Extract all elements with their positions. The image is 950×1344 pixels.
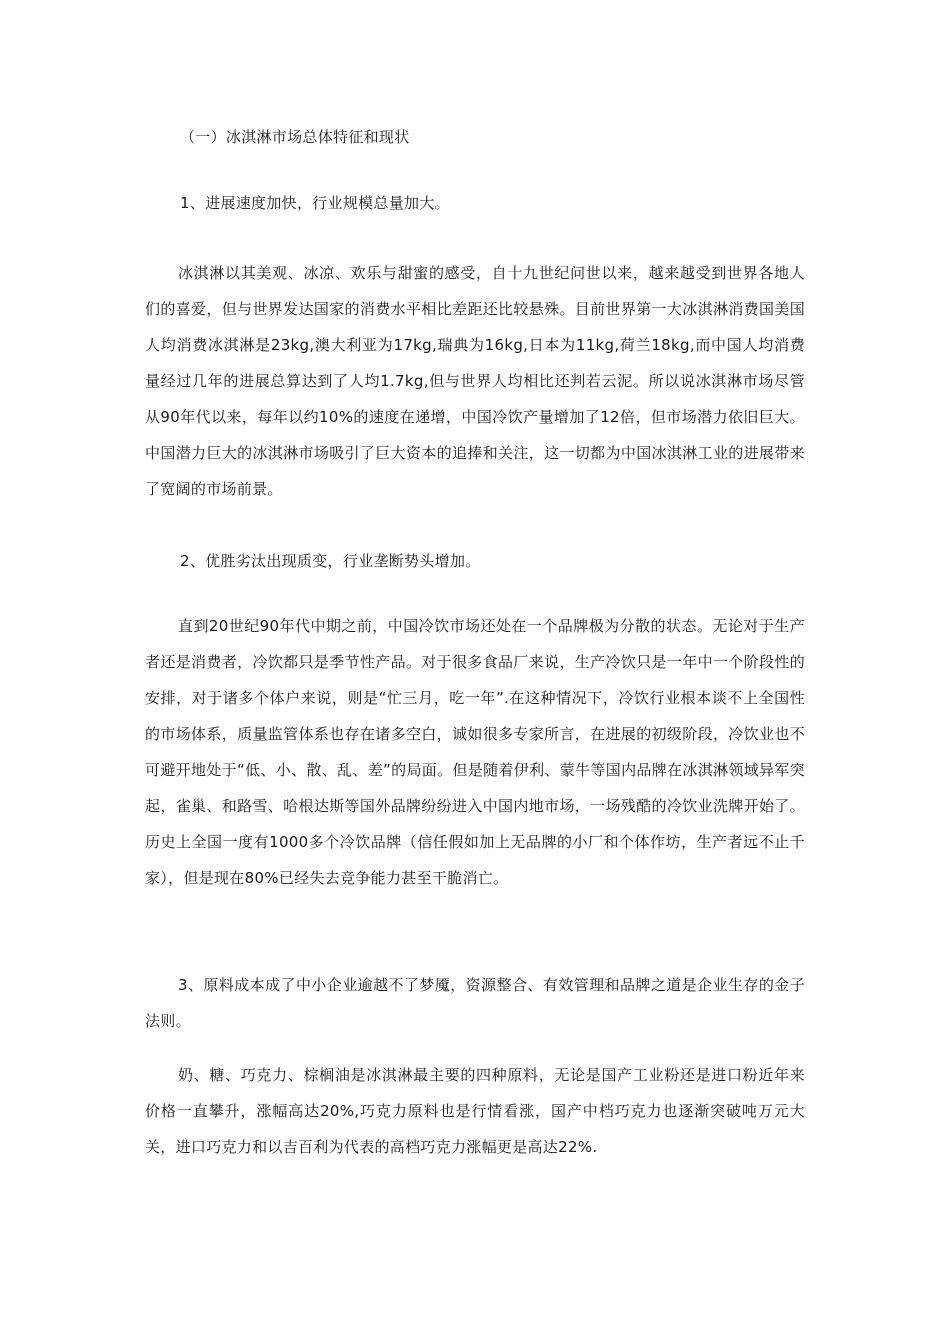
subsection-3-heading: 3、原料成本成了中小企业逾越不了梦魇，资源整合、有效管理和品牌之道是企业生存的金子法则。	[145, 976, 805, 1030]
subsection-3-paragraph: 奶、糖、巧克力、棕榈油是冰淇淋最主要的四种原料，无论是国产工业粉还是进口粉近年来价格一直攀升，涨幅高达20%,巧克力原料也是行情看涨，国产中档巧克力也逐渐突破吨万元大关，进口巧克力和以吉百利为代表的高档巧克力涨幅更是高达22%.	[145, 1066, 805, 1156]
subsection-2-paragraph: 直到20世纪90年代中期之前，中国冷饮市场还处在一个品牌极为分散的状态。无论对于生产者还是消费者，冷饮都只是季节性产品。对于很多食品厂来说，生产冷饮只是一年中一个阶段性的安排，对于诸多个体户来说，则是“忙三月，吃一年”.在这种情况下，冷饮行业根本谈不上全国性的市场体系，质量监管体系也存在诸多空白，诚如很多专家所言，在进展的初级阶段，冷饮业也不可避开地处于“低、小、散、乱、差”的局面。但是随着伊利、蒙牛等国内品牌在冰淇淋领域异军突起，雀巢、和路雪、哈根达斯等国外品牌纷纷进入中国内地市场，一场残酷的冷饮业洗牌开始了。历史上全国一度有1000多个冷饮品牌（信任假如加上无品牌的小厂和个体作坊，生产者远不止千家），但是现在80%已经失去竞争能力甚至干脆消亡。	[145, 617, 805, 887]
subsection-1-paragraph: 冰淇淋以其美观、冰凉、欢乐与甜蜜的感受，自十九世纪问世以来，越来越受到世界各地人们的喜爱，但与世界发达国家的消费水平相比差距还比较悬殊。目前世界第一大冰淇淋消费国美国人均消费冰淇淋是23kg,澳大利亚为17kg,瑞典为16kg,日本为11kg,荷兰18kg,而中国人均消费量经过几年的进展总算达到了人均1.7kg,但与世界人均相比还判若云泥。所以说冰淇淋市场尽管从90年代以来，每年以约10%的速度在递增，中国冷饮产量增加了12倍，但市场潜力依旧巨大。中国潜力巨大的冰淇淋市场吸引了巨大资本的追捧和关注，这一切都为中国冰淇淋工业的进展带来了宽阔的市场前景。	[145, 264, 805, 498]
subsection-1-heading: 1、进展速度加快，行业规模总量加大。	[180, 194, 450, 212]
subsection-2-heading: 2、优胜劣汰出现质变，行业垄断势头增加。	[180, 552, 481, 570]
section-title: （一）冰淇淋市场总体特征和现状	[180, 128, 410, 146]
